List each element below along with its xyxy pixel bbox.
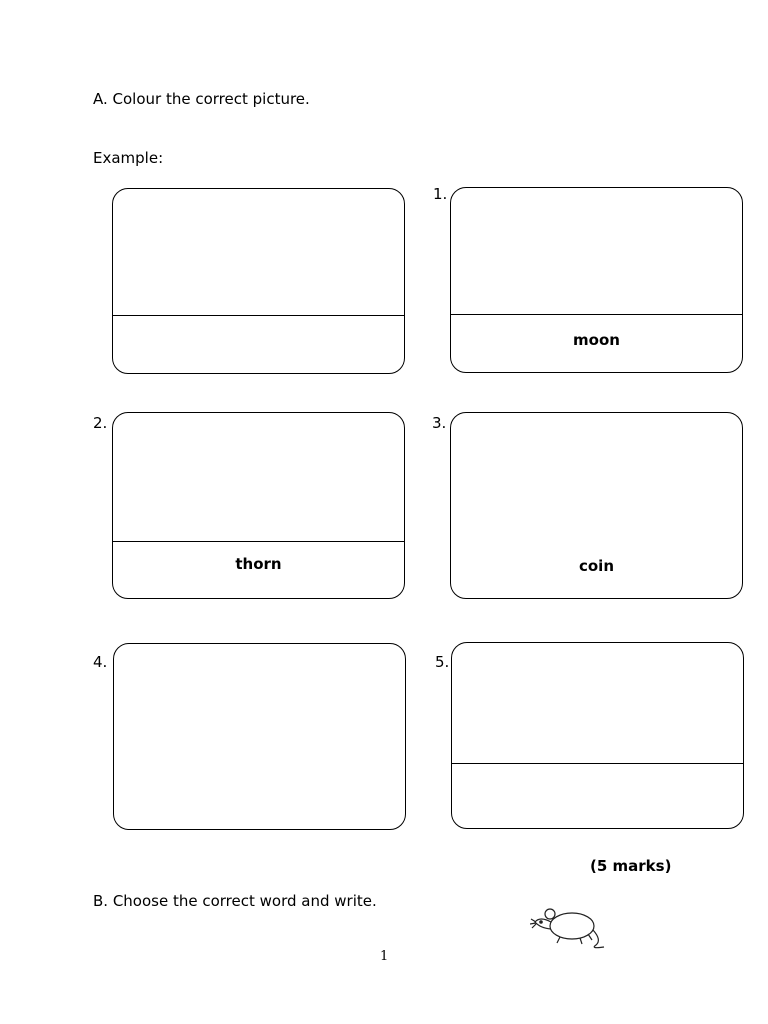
marks-label: (5 marks) <box>590 857 672 875</box>
item-5-number: 5. <box>435 653 450 671</box>
section-b-instruction: B. Choose the correct word and write. <box>93 892 377 910</box>
item-3-number: 3. <box>432 414 447 432</box>
item-1-number: 1. <box>433 185 448 203</box>
item-1-card[interactable] <box>450 187 743 373</box>
item-4-card[interactable] <box>113 643 406 830</box>
item-2-word: thorn <box>235 555 282 573</box>
item-2-number: 2. <box>93 414 108 432</box>
item-5-card[interactable] <box>451 642 744 829</box>
section-a-instruction: A. Colour the correct picture. <box>93 90 310 108</box>
mouse-icon <box>530 902 610 952</box>
example-label: Example: <box>93 149 164 167</box>
item-1-divider <box>451 314 742 315</box>
example-divider <box>113 315 404 316</box>
item-3-card[interactable] <box>450 412 743 599</box>
item-2-divider <box>113 541 404 542</box>
item-4-number: 4. <box>93 653 108 671</box>
example-card <box>112 188 405 374</box>
item-5-divider <box>452 763 743 764</box>
item-1-word: moon <box>573 331 620 349</box>
item-2-card[interactable] <box>112 412 405 599</box>
page-number: 1 <box>380 949 389 964</box>
item-3-word: coin <box>578 557 615 575</box>
